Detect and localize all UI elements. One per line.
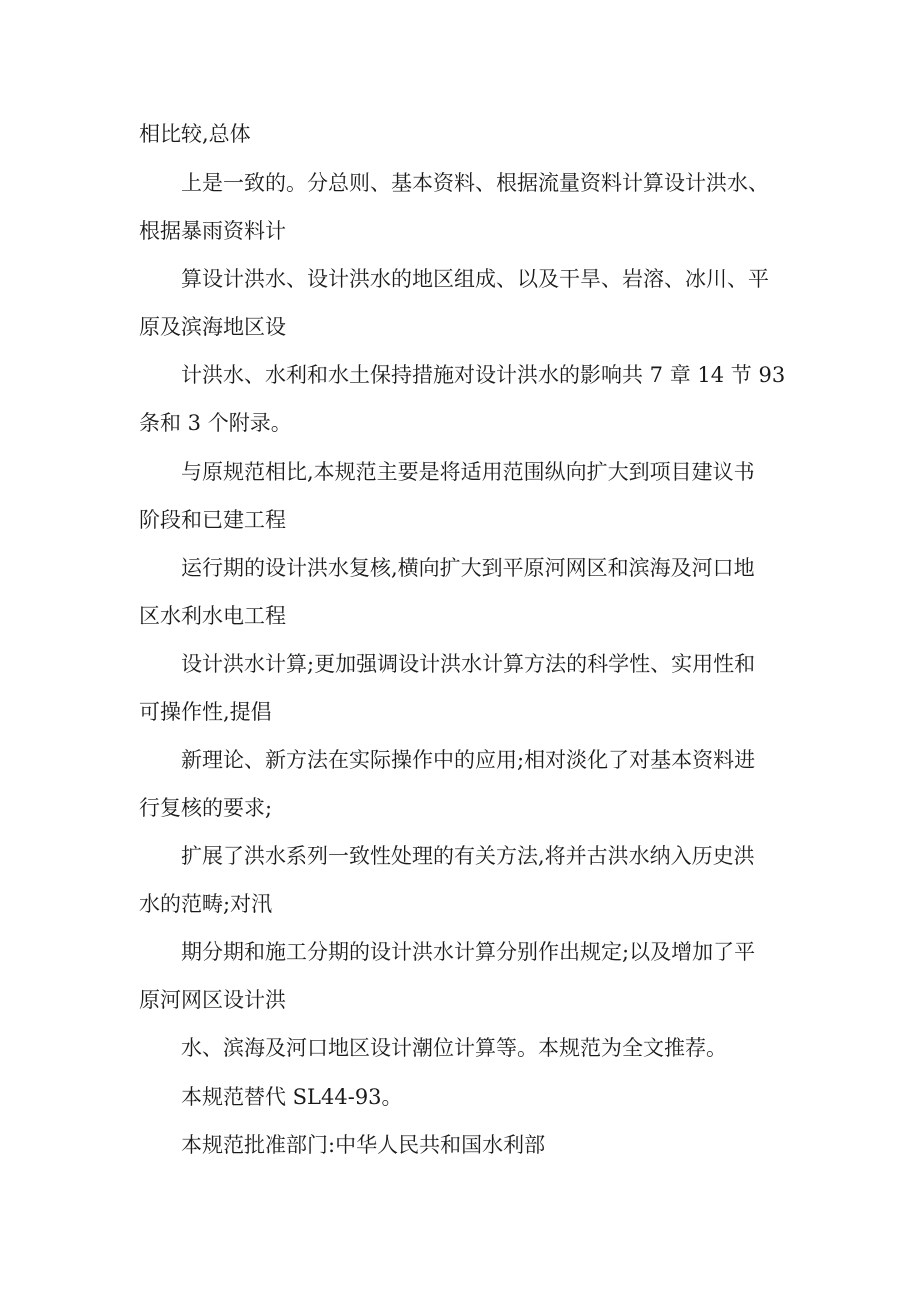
text-line: 阶段和已建工程 [139,508,286,532]
text-line: 与原规范相比,本规范主要是将适用范围纵向扩大到项目建议书 [181,460,755,484]
paragraph [139,448,789,544]
text-line: 本规范批准部门:中华人民共和国水利部 [181,1133,546,1157]
paragraph [139,832,789,928]
text-line: 水的范畴;对汛 [139,892,273,916]
paragraph [139,1121,789,1169]
text-line: 区水利水电工程 [139,604,286,628]
text-line: 新理论、新方法在实际操作中的应用;相对淡化了对基本资料进 [181,748,756,772]
text-line: 计洪水、水利和水土保持措施对设计洪水的影响共 7 章 14 节 93 [181,363,786,387]
paragraph [139,1024,789,1072]
paragraph [139,544,789,640]
paragraph [139,1073,789,1121]
text-line: 可操作性,提倡 [139,700,272,724]
paragraph [139,110,789,158]
text-line: 上是一致的。分总则、基本资料、根据流量资料计算设计洪水、 [181,171,769,195]
paragraph [139,928,789,1024]
paragraph [139,351,789,447]
text-line: 运行期的设计洪水复核,横向扩大到平原河网区和滨海及河口地 [181,556,755,580]
text-line: 扩展了洪水系列一致性处理的有关方法,将并古洪水纳入历史洪 [181,844,755,868]
text-line: 行复核的要求; [139,796,273,820]
text-line: 水、滨海及河口地区设计潮位计算等。本规范为全文推荐。 [181,1036,727,1060]
text-line: 期分期和施工分期的设计洪水计算分别作出规定;以及增加了平 [181,940,756,964]
text-line: 条和 3 个附录。 [139,411,292,435]
paragraph [139,255,789,351]
text-line: 根据暴雨资料计 [139,219,286,243]
text-line: 设计洪水计算;更加强调设计洪水计算方法的科学性、实用性和 [181,652,756,676]
paragraph [139,640,789,736]
text-line: 本规范替代 SL44-93。 [181,1085,403,1109]
paragraph [139,159,789,255]
text-line: 算设计洪水、设计洪水的地区组成、以及干旱、岩溶、冰川、平 [181,267,769,291]
text-line: 原河网区设计洪 [139,988,286,1012]
text-line: 相比较,总体 [139,122,251,146]
text-line: 原及滨海地区设 [139,315,286,339]
paragraph [139,736,789,832]
